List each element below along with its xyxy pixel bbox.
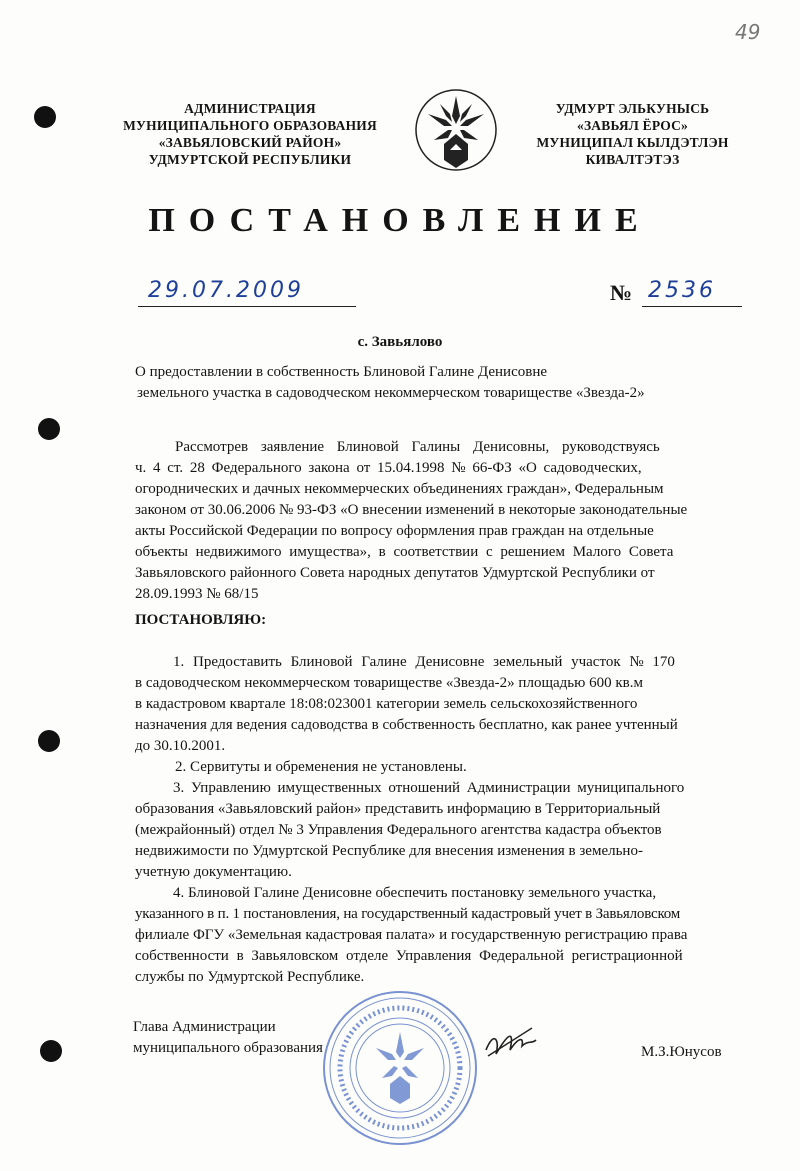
preamble-paragraph: [135, 437, 755, 605]
round-seal-stamp-icon: [320, 988, 480, 1148]
signatory-name: М.З.Юнусов: [641, 1044, 722, 1060]
decree-word: ПОСТАНОВЛЯЮ:: [135, 612, 267, 628]
header-left-block: [110, 100, 390, 168]
preamble-line: огороднических и дачных некоммерческих объединениях граждан», Федеральным: [135, 481, 664, 497]
document-date: 29.07.2009: [148, 278, 304, 303]
document-title: ПОСТАНОВЛЕНИЕ: [148, 202, 652, 239]
preamble-line: акты Российской Федерации по вопросу оформления прав граждан на отдельные: [135, 523, 654, 539]
subject-block: [135, 362, 755, 404]
item-line: до 30.10.2001.: [135, 738, 226, 754]
header-left-line: АДМИНИСТРАЦИЯ: [184, 101, 316, 116]
item-line: указанного в п. 1 постановления, на государственный кадастровый учет в Завьяловском: [135, 906, 681, 922]
item-line: учетную документацию.: [135, 864, 292, 880]
header-left-line: МУНИЦИПАЛЬНОГО ОБРАЗОВАНИЯ: [123, 118, 377, 133]
page-number: 49: [735, 20, 761, 44]
place-of-issue: с. Завьялово: [357, 334, 443, 350]
item-line: 3. Управлению имущественных отношений Администрации муниципального: [173, 780, 685, 796]
item-line: 2. Сервитуты и обременения не установлены.: [175, 759, 467, 775]
handwritten-signature-icon: [480, 1010, 540, 1070]
binder-hole-icon: [38, 418, 60, 440]
header-right-block: [515, 100, 750, 168]
preamble-line: объекты недвижимого имущества», в соответствии с решением Малого Совета: [135, 544, 674, 560]
preamble-line: Завьяловского районного Совета народных депутатов Удмуртской Республики от: [135, 565, 655, 581]
item-line: собственности в Завьяловском отделе Управления Федеральной регистрационной: [135, 948, 683, 964]
preamble-line: Рассмотрев заявление Блиновой Галины Денисовны, руководствуясь: [175, 439, 660, 455]
header-right-line: «ЗАВЬЯЛ ЁРОС»: [577, 118, 688, 133]
item-line: в садоводческом некоммерческом товариществе «Звезда-2» площадью 600 кв.м: [135, 675, 643, 691]
item-line: службы по Удмуртской Республике.: [135, 969, 365, 985]
binder-hole-icon: [38, 730, 60, 752]
number-label: №: [610, 280, 633, 305]
header-right-line: УДМУРТ ЭЛЬКУНЫСЬ: [555, 101, 710, 116]
item-line: образования «Завьяловский район» представить информацию в Территориальный: [135, 801, 661, 817]
document-number: 2536: [648, 278, 716, 303]
preamble-line: 28.09.1993 № 68/15: [135, 586, 259, 602]
preamble-line: ч. 4 ст. 28 Федерального закона от 15.04.1998 № 66-ФЗ «О садоводческих,: [135, 460, 642, 476]
binder-hole-icon: [40, 1040, 62, 1062]
items-block: [135, 652, 755, 988]
signatory-position: [133, 1017, 323, 1059]
item-line: 1. Предоставить Блиновой Галине Денисовне земельный участок № 170: [173, 654, 675, 670]
item-line: недвижимости по Удмуртской Республике для внесения изменения в земельно-: [135, 843, 643, 859]
header-left-line: «ЗАВЬЯЛОВСКИЙ РАЙОН»: [158, 135, 342, 150]
subject-line: земельного участка в садоводческом некоммерческом товариществе «Звезда-2»: [137, 385, 645, 401]
header-right-line: МУНИЦИПАЛ КЫЛДЭТЛЭН: [536, 135, 729, 150]
snowflake-emblem-icon: [414, 86, 498, 174]
subject-line: О предоставлении в собственность Блиновой Галине Денисовне: [135, 364, 548, 380]
item-line: филиале ФГУ «Земельная кадастровая палата» и государственную регистрацию права: [135, 927, 688, 943]
header-left-line: УДМУРТСКОЙ РЕСПУБЛИКИ: [148, 152, 352, 167]
item-line: (межрайонный) отдел № 3 Управления Федерального агентства кадастра объектов: [135, 822, 662, 838]
preamble-line: законом от 30.06.2006 № 93-ФЗ «О внесении изменений в некоторые законодательные: [135, 502, 688, 518]
binder-hole-icon: [34, 106, 56, 128]
signatory-position-line: Глава Администрации: [133, 1019, 276, 1035]
header-right-line: КИВАЛТЭТЭЗ: [585, 152, 680, 167]
item-line: 4. Блиновой Галине Денисовне обеспечить постановку земельного участка,: [173, 885, 657, 901]
signatory-position-line: муниципального образования: [133, 1040, 323, 1056]
item-line: в кадастровом квартале 18:08:023001 категории земель сельскохозяйственного: [135, 696, 638, 712]
item-line: назначения для ведения садоводства в собственность бесплатно, как ранее учтенный: [135, 717, 678, 733]
